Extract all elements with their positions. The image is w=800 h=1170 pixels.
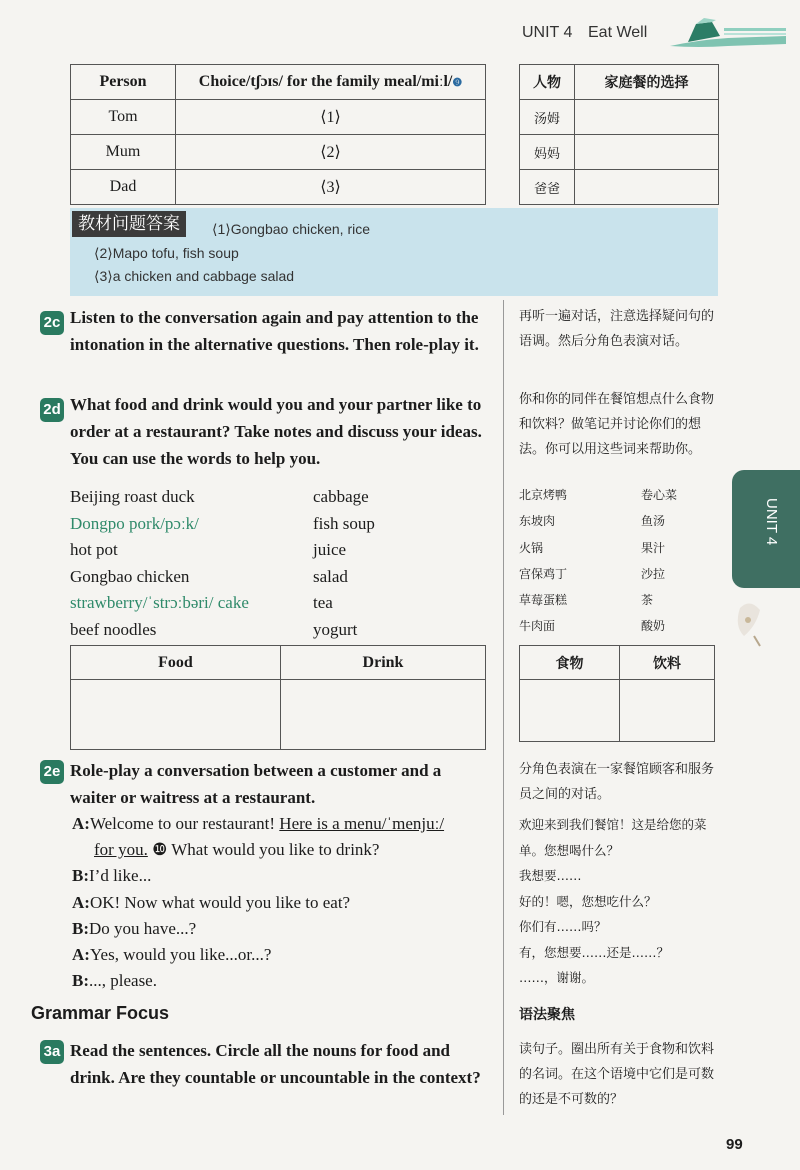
dialog-line: for you. ❿ What would you like to drink? bbox=[94, 840, 380, 860]
word-item-zh: 果汁 bbox=[641, 540, 666, 555]
drink-notes-cell[interactable] bbox=[281, 680, 486, 750]
word-item: juice bbox=[313, 540, 347, 560]
food-notes-cell[interactable] bbox=[71, 680, 281, 750]
grammar-focus-heading: Grammar Focus bbox=[31, 1003, 170, 1023]
food-drink-table-zh bbox=[519, 645, 715, 742]
word-item: Gongbao chicken bbox=[70, 566, 190, 586]
word-item-zh: 沙拉 bbox=[641, 566, 666, 581]
table-cell: 爸爸 bbox=[520, 170, 575, 205]
word-item: salad bbox=[313, 566, 348, 586]
word-item-zh: 酸奶 bbox=[641, 619, 666, 634]
unit-label: UNIT 4 bbox=[522, 24, 573, 41]
answer-tag: 教材问题答案 bbox=[72, 211, 186, 237]
task-badge-3a: 3a bbox=[40, 1040, 64, 1064]
task-3a-zh: 读句子。圈出所有关于食物和饮料的名词。在这个语境中它们是可数的还是不可数的？ bbox=[519, 1042, 715, 1107]
word-item-zh: 牛肉面 bbox=[519, 619, 556, 634]
food-drink-table bbox=[70, 645, 486, 750]
word-list-zh-right bbox=[641, 482, 677, 640]
table-header-zh: 饮料 bbox=[620, 646, 715, 680]
word-list-zh-left bbox=[519, 482, 567, 640]
task-2e-zh: 分角色表演在一家餐馆顾客和服务员之间的对话。 bbox=[519, 762, 715, 802]
dialog-line-zh: 我想要…… bbox=[519, 868, 582, 883]
word-item: Dongpo pork/pɔːk/ bbox=[70, 513, 199, 533]
table-cell: ⟨3⟩ bbox=[176, 170, 486, 205]
task-2c-instruction: Listen to the conversation again and pay attention to the intonation in the alternative questions. Then role-play it. bbox=[70, 308, 479, 354]
word-item-zh: 东坡肉 bbox=[519, 514, 556, 529]
decorative-illustration bbox=[730, 596, 780, 652]
word-item-zh: 宫保鸡丁 bbox=[519, 566, 568, 581]
table-header-drink: Drink bbox=[281, 646, 486, 680]
page-number: 99 bbox=[726, 1136, 743, 1153]
table-header-zh: 食物 bbox=[520, 646, 620, 680]
dialog bbox=[72, 811, 492, 994]
word-item: strawberry/ˈstrɔːbəri/ cake bbox=[70, 593, 249, 613]
dialog-line: A:Welcome to our restaurant! Here is a menu/ˈmenjuː/ bbox=[72, 814, 445, 833]
word-list-right bbox=[313, 484, 375, 644]
unit-side-tab-label: UNIT 4 bbox=[763, 498, 780, 546]
word-item: Beijing roast duck bbox=[70, 487, 195, 506]
table-cell: Mum bbox=[71, 135, 176, 170]
answer-line-2: ⟨2⟩Mapo tofu, fish soup bbox=[94, 245, 239, 261]
word-list-left bbox=[70, 484, 249, 644]
task-2c-zh: 再听一遍对话，注意选择疑问句的语调。然后分角色表演对话。 bbox=[519, 309, 715, 349]
word-item-zh: 北京烤鸭 bbox=[519, 488, 568, 502]
dialog-line-zh: ……，谢谢。 bbox=[519, 970, 595, 985]
table-header-zh: 人物 bbox=[520, 65, 575, 100]
table-cell: ⟨2⟩ bbox=[176, 135, 486, 170]
word-item: tea bbox=[313, 593, 333, 613]
dialog-line-zh: 好的！嗯，您想吃什么？ bbox=[519, 893, 657, 909]
table-header-zh: 家庭餐的选择 bbox=[575, 65, 719, 100]
word-item: yogurt bbox=[313, 619, 358, 639]
word-item: cabbage bbox=[313, 487, 369, 506]
word-item-zh: 鱼汤 bbox=[641, 514, 666, 529]
choice-table bbox=[70, 64, 486, 205]
table-cell: 妈妈 bbox=[520, 135, 575, 170]
grammar-focus-heading-zh: 语法聚焦 bbox=[519, 1007, 575, 1023]
dialog-line: A:OK! Now what would you like to eat? bbox=[72, 892, 351, 912]
dialog-line-zh: 有，您想要……还是……？ bbox=[519, 944, 670, 960]
task-2d-instruction: What food and drink would you and your partner like to order at a restaurant? Take notes and discuss your ideas. You can use the words to help you. bbox=[70, 395, 482, 468]
word-item: hot pot bbox=[70, 540, 118, 560]
table-header-choice: Choice/tʃɔɪs/ for the family meal/miːl/❾ bbox=[176, 65, 486, 100]
word-item-zh: 草莓蛋糕 bbox=[519, 593, 568, 608]
dialog-line: B:Do you have...? bbox=[72, 918, 197, 938]
task-2d-zh: 你和你的同伴在餐馆想点什么食物和饮料？做笔记并讨论你们的想法。你可以用这些词来帮助你。 bbox=[519, 392, 715, 457]
table-header-person: Person bbox=[71, 65, 176, 100]
task-badge-2e: 2e bbox=[40, 760, 64, 784]
task-badge-2c: 2c bbox=[40, 311, 64, 335]
choice-table-zh bbox=[519, 64, 719, 205]
dialog-line: B:..., please. bbox=[72, 971, 157, 991]
word-item-zh: 卷心菜 bbox=[641, 488, 678, 502]
dialog-zh bbox=[519, 812, 725, 991]
word-item: beef noodles bbox=[70, 619, 157, 639]
answer-line-1: ⟨1⟩Gongbao chicken, rice bbox=[212, 221, 371, 237]
dialog-line-zh: 你们有……吗？ bbox=[519, 919, 607, 934]
column-divider bbox=[503, 300, 504, 1115]
word-item-zh: 茶 bbox=[641, 593, 654, 608]
table-header-food: Food bbox=[71, 646, 281, 680]
unit-header-logo bbox=[668, 16, 788, 50]
task-badge-2d: 2d bbox=[40, 398, 64, 422]
table-cell: Dad bbox=[71, 170, 176, 205]
task-3a-instruction: Read the sentences. Circle all the nouns for food and drink. Are they countable or uncountable in the context? bbox=[70, 1041, 481, 1087]
word-item-zh: 火锅 bbox=[519, 540, 544, 555]
answer-line-3: ⟨3⟩a chicken and cabbage salad bbox=[94, 268, 295, 284]
task-2e-instruction: Role-play a conversation between a customer and a waiter or waitress at a restaurant. bbox=[70, 761, 442, 807]
dialog-line-zh: 欢迎来到我们餐馆！这是给您的菜单。您想喝什么？ bbox=[519, 817, 707, 858]
dialog-line: B:I’d like... bbox=[72, 866, 152, 886]
table-cell: Tom bbox=[71, 100, 176, 135]
table-cell: 汤姆 bbox=[520, 100, 575, 135]
word-item: fish soup bbox=[313, 513, 375, 533]
dialog-line: A:Yes, would you like...or...? bbox=[72, 945, 272, 965]
table-cell: ⟨1⟩ bbox=[176, 100, 486, 135]
unit-title: Eat Well bbox=[588, 24, 648, 41]
